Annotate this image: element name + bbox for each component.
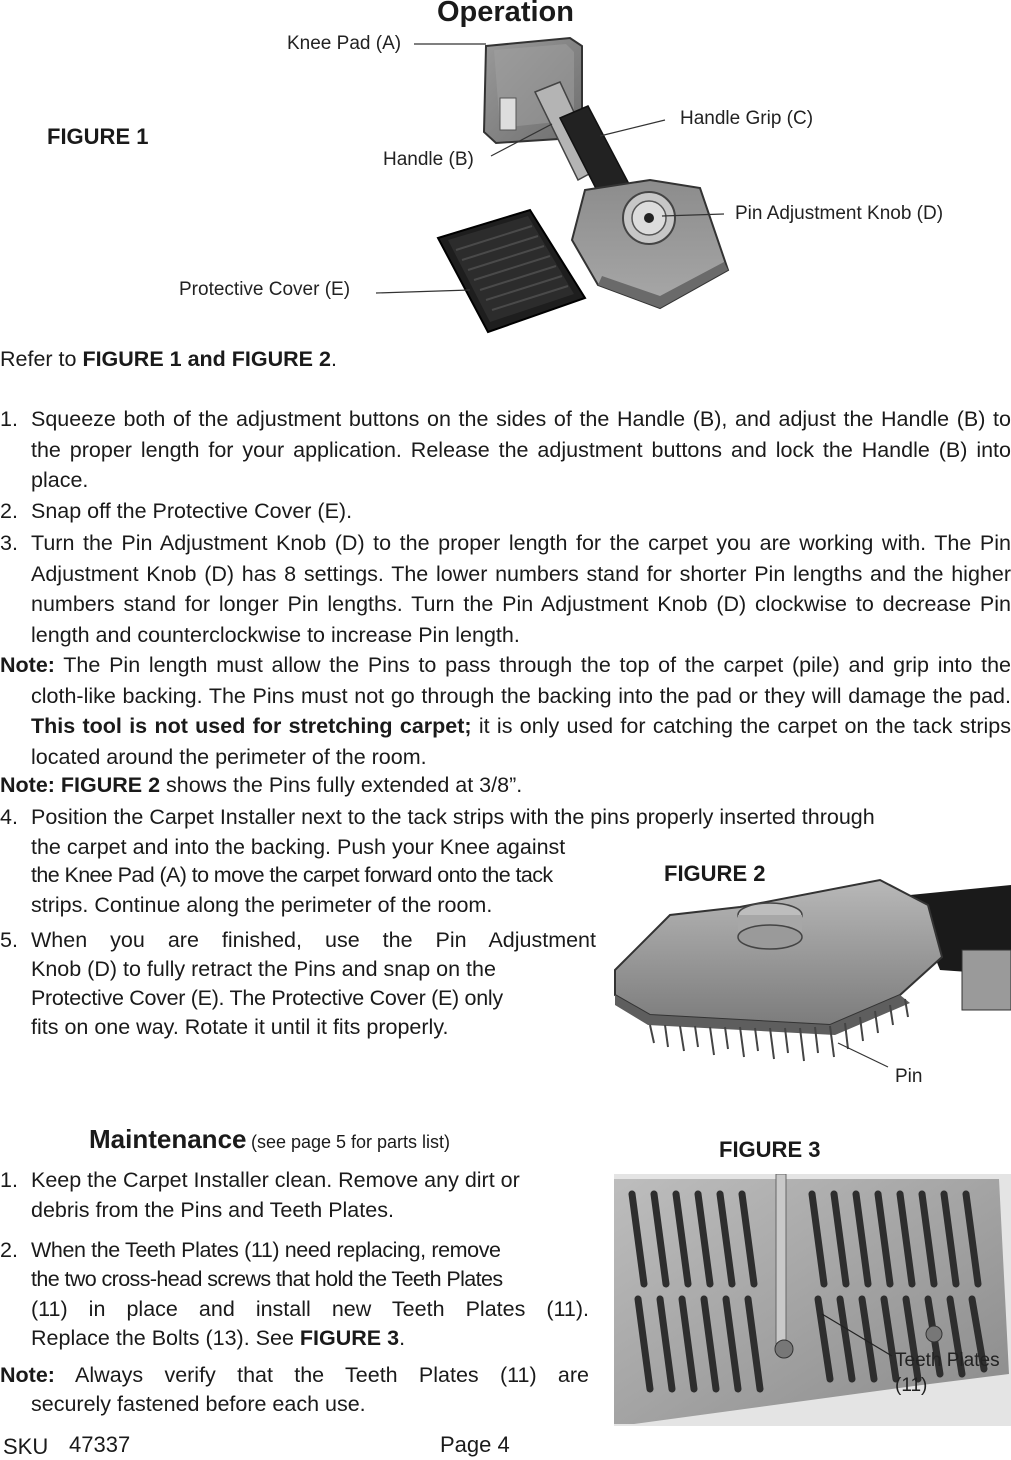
step-2: 2. Snap off the Protective Cover (E). [0, 499, 353, 523]
step-5-line2: Knob (D) to fully retract the Pins and snap on the [31, 957, 496, 981]
callout-pin-knob: Pin Adjustment Knob (D) [735, 203, 944, 224]
callout-handle: Handle (B) [383, 149, 474, 170]
note-pin-length: Note: The Pin length must allow the Pins to pass through the top of the carpet (pile) and grip into the cloth-like backing. The Pins must not go through the backing into the pad or they will damage the pad. This tool is not used for stretching carpet; it is only used for catching the carpet on the tack strips located around the perimeter of the room. [0, 653, 1011, 769]
section-title-maintenance: Maintenance (see page 5 for parts list) [89, 1124, 451, 1154]
figure2-callout-pin: Pin [895, 1066, 923, 1087]
figure1-photo [0, 25, 1011, 335]
maint-note-line2: securely fastened before each use. [31, 1392, 366, 1416]
section-title-operation: Operation [437, 0, 574, 28]
maint-step-2-line3: (11) in place and install new Teeth Plates (11). [31, 1297, 589, 1321]
intro-line: Refer to FIGURE 1 and FIGURE 2. [0, 347, 337, 371]
note-figure2: Note: FIGURE 2 shows the Pins fully extended at 3/8”. [0, 773, 523, 797]
step-5-line1: When you are finished, use the Pin Adjustment [31, 928, 596, 952]
step-5-line4: fits on one way. Rotate it until it fits properly. [31, 1015, 449, 1039]
maint-note-line1: Note: Always verify that the Teeth Plates (11) are [0, 1363, 589, 1387]
step-5-num: 5. [0, 928, 18, 952]
figure3-callout-line2: (11) [895, 1375, 928, 1396]
footer-page-number: Page 4 [440, 1432, 510, 1457]
maint-step-1-line1: Keep the Carpet Installer clean. Remove any dirt or [31, 1168, 520, 1192]
footer-sku-label: SKU [3, 1434, 49, 1459]
step-4-num: 4. [0, 805, 18, 829]
maint-step-2-line4: Replace the Bolts (13). See FIGURE 3. [31, 1326, 406, 1350]
step-3: 3. Turn the Pin Adjustment Knob (D) to the proper length for the carpet you are working with. The Pin Adjustment Knob (D) has 8 settings. The lower numbers stand for shorter Pin lengths and the higher numbers stand for longer Pin lengths. Turn the Pin Adjustment Knob (D) clockwise to decrease Pin length and counterclockwise to increase Pin length. [0, 531, 1011, 647]
step-4-line3: the Knee Pad (A) to move the carpet forward onto the tack [31, 863, 553, 887]
installer-head [572, 180, 728, 308]
protective-cover [438, 210, 585, 332]
callout-knee-pad: Knee Pad (A) [287, 33, 402, 54]
step-4-line1: Position the Carpet Installer next to the tack strips with the pins properly inserted through [31, 805, 875, 829]
step-4-line4: strips. Continue along the perimeter of the room. [31, 893, 493, 917]
callout-protective-cover: Protective Cover (E) [179, 279, 351, 300]
figure2-label: FIGURE 2 [664, 861, 766, 886]
footer-sku-number: 47337 [69, 1432, 131, 1457]
maint-step-2-line1: When the Teeth Plates (11) need replacing, remove [31, 1238, 501, 1262]
step-1: 1. Squeeze both of the adjustment buttons on the sides of the Handle (B), and adjust the Handle (B) to the proper length for your application. Release the adjustment buttons and lock the Handle (B) into place. [0, 407, 1011, 492]
figure2-photo [610, 875, 1011, 1075]
figure1-label: FIGURE 1 [47, 124, 149, 149]
figure3-label: FIGURE 3 [719, 1137, 821, 1162]
maint-step-1-line2: debris from the Pins and Teeth Plates. [31, 1198, 394, 1222]
figure3-photo [614, 1174, 1011, 1426]
callout-handle-grip: Handle Grip (C) [680, 108, 814, 129]
figure3-callout-line1: Teeth Plates [895, 1350, 1000, 1371]
step-5-line3: Protective Cover (E). The Protective Cover (E) only [31, 986, 503, 1010]
maint-step-2-num: 2. [0, 1238, 18, 1262]
screwdriver-icon [776, 1174, 786, 1344]
maint-step-1-num: 1. [0, 1168, 18, 1192]
step-4-line2: the carpet and into the backing. Push your Knee against [31, 835, 566, 859]
maint-step-2-line2: the two cross-head screws that hold the Teeth Plates [31, 1267, 503, 1291]
